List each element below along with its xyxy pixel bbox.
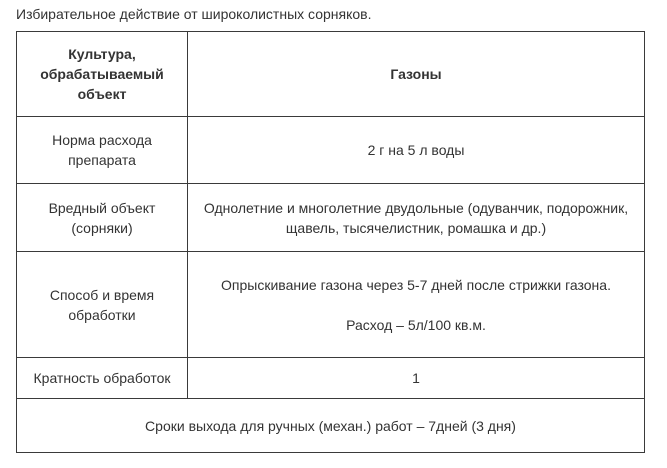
method-label-line: Способ и время bbox=[49, 286, 155, 303]
dosage-value: 2 г на 5 л воды bbox=[367, 142, 465, 158]
weeds-label-line: (сорняки) bbox=[71, 219, 133, 236]
footer-text: Сроки выхода для ручных (механ.) работ – 7дней (3 дня) bbox=[145, 417, 516, 434]
dosage-label-line: Норма расхода bbox=[52, 132, 152, 148]
header-crop-line: обрабатываемый bbox=[40, 66, 164, 82]
weeds-value-line: щавель, тысячелистник, ромашка и др.) bbox=[285, 219, 547, 236]
method-value-spacer bbox=[196, 295, 636, 315]
dosage-label-cell bbox=[17, 117, 188, 184]
table-row-dosage bbox=[17, 117, 645, 184]
header-crop-line: объект bbox=[77, 86, 127, 102]
intro-text: Избирательное действие от широколистных сорняков. bbox=[16, 6, 372, 22]
weeds-value-cell bbox=[188, 184, 645, 252]
table-header-row bbox=[17, 32, 645, 117]
frequency-label: Кратность обработок bbox=[33, 370, 171, 386]
frequency-value-cell bbox=[188, 358, 645, 399]
header-lawns-label: Газоны bbox=[390, 66, 442, 82]
header-crop-line: Культура, bbox=[68, 46, 136, 62]
table-row-weeds bbox=[17, 184, 645, 252]
table-footer-row bbox=[17, 399, 645, 453]
frequency-value: 1 bbox=[412, 370, 420, 386]
method-value-cell bbox=[188, 252, 645, 358]
method-value-line: Расход – 5л/100 кв.м. bbox=[346, 316, 486, 333]
header-lawns-cell bbox=[188, 32, 645, 117]
header-crop-cell bbox=[17, 32, 188, 117]
table-row-frequency bbox=[17, 358, 645, 399]
method-label-cell bbox=[17, 252, 188, 358]
weeds-label-cell bbox=[17, 184, 188, 252]
table-row-method bbox=[17, 252, 645, 358]
herbicide-info-table bbox=[16, 31, 645, 453]
frequency-label-cell bbox=[17, 358, 188, 399]
method-value-line: Опрыскивание газона через 5-7 дней после стрижки газона. bbox=[221, 276, 611, 293]
dosage-label-line: препарата bbox=[68, 152, 136, 168]
dosage-value-cell bbox=[188, 117, 645, 184]
method-label-line: обработки bbox=[68, 306, 136, 323]
footer-cell bbox=[17, 399, 645, 453]
weeds-label-line: Вредный объект bbox=[48, 199, 156, 216]
weeds-value-line: Однолетние и многолетние двудольные (одуванчик, подорожник, bbox=[203, 199, 629, 216]
